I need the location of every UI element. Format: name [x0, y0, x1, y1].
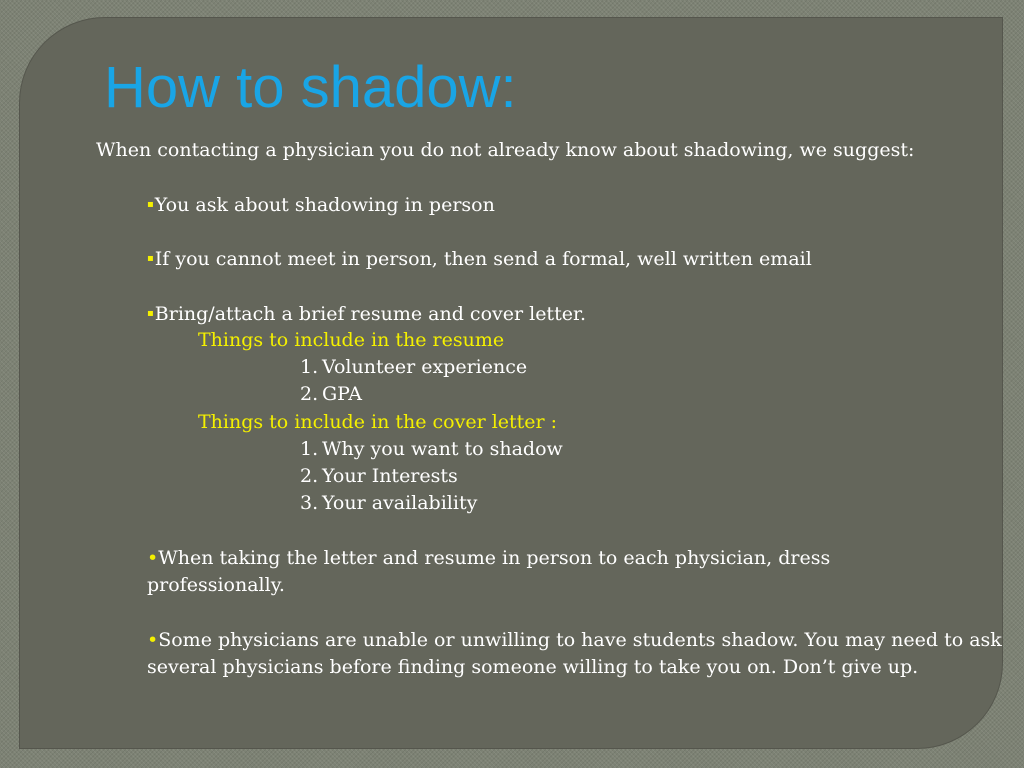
list-number: 1. [300, 438, 319, 460]
list-number: 3. [300, 492, 319, 514]
list-item-text: Volunteer experience [322, 356, 528, 378]
square-bullet-icon: ▪ [147, 253, 154, 264]
bullet-text: You ask about shadowing in person [154, 194, 495, 216]
cover-item-availability [300, 490, 477, 517]
bullet-text: When taking the letter and resume in person to each physician, dress professionally. [147, 547, 831, 596]
list-number: 1. [300, 356, 319, 378]
cover-item-interests [300, 463, 458, 490]
bullet-text: Bring/attach a brief resume and cover letter. [154, 303, 586, 325]
square-bullet-icon: ▪ [147, 308, 154, 319]
resume-heading: Things to include in the resume [198, 329, 505, 351]
bullet-item-resume-cover [147, 300, 586, 328]
intro-text: When contacting a physician you do not already know about shadowing, we suggest: [96, 139, 915, 161]
resume-item-volunteer [300, 354, 527, 381]
bullet-item-dress-professionally [147, 545, 887, 599]
bullet-item-ask-in-person [147, 191, 495, 219]
list-item-text: GPA [322, 383, 362, 405]
list-number: 2. [300, 465, 319, 487]
round-bullet-icon: • [147, 629, 159, 651]
cover-letter-heading: Things to include in the cover letter : [198, 411, 558, 433]
bullet-text: If you cannot meet in person, then send a formal, well written email [154, 248, 812, 270]
list-number: 2. [300, 383, 319, 405]
bullet-text: Some physicians are unable or unwilling to have students shadow. You may need to ask several physicians before finding someone willing to take you on. Don’t give up. [147, 629, 1002, 678]
list-item-text: Your Interests [322, 465, 458, 487]
list-item-text: Your availability [322, 492, 478, 514]
bullet-item-dont-give-up [147, 627, 1017, 681]
bullet-item-send-email [147, 245, 812, 273]
square-bullet-icon: ▪ [147, 199, 154, 210]
list-item-text: Why you want to shadow [322, 438, 563, 460]
slide-title: How to shadow: [104, 55, 517, 120]
round-bullet-icon: • [147, 547, 159, 569]
cover-item-why [300, 436, 563, 463]
resume-item-gpa [300, 381, 362, 408]
